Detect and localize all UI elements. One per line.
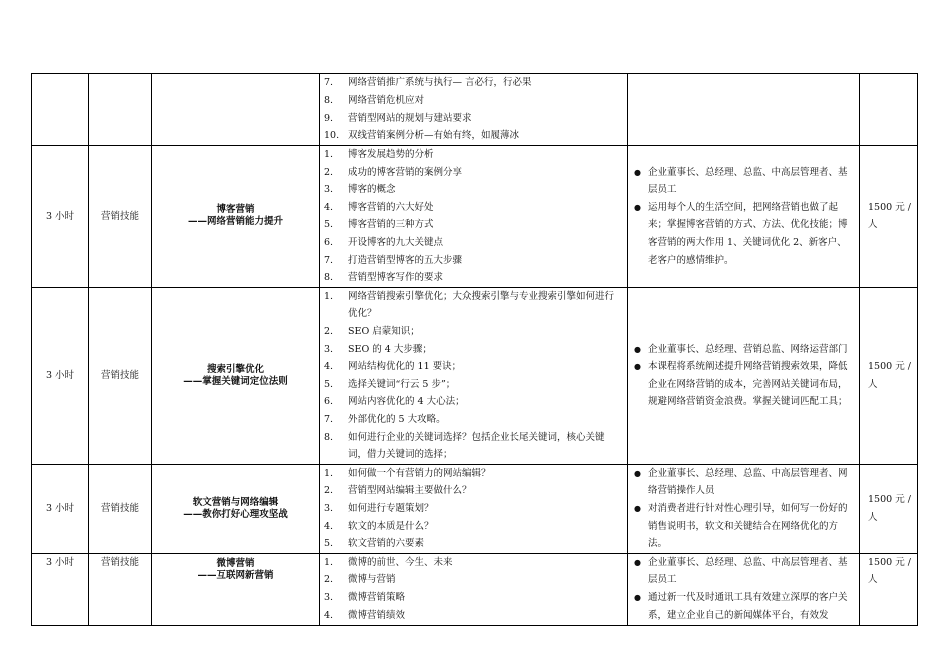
audience-list xyxy=(628,554,859,624)
list-item xyxy=(324,535,621,553)
bullet-icon: ● xyxy=(634,344,641,354)
list-item xyxy=(324,393,621,411)
audience-text: 运用每个人的生活空间，把网络营销也做了起来；掌握博客营销的方式、方法、优化技能；博客营销的两大作用 1、关键词优化 2、新客户、老客户的感情维护。 xyxy=(648,201,848,266)
topic-text: 博客的概念 xyxy=(348,184,396,196)
bullet-icon: ● xyxy=(634,592,641,602)
topic-text: 如何进行专题策划？ xyxy=(348,502,434,514)
audience-text: 通过新一代及时通讯工具有效建立深厚的客户关系，建立企业自己的新闻媒体平台，有效发 xyxy=(648,591,848,621)
topic-text: 博客营销的三种方式 xyxy=(348,219,434,231)
topic-number: 1. xyxy=(324,290,334,302)
topic-number: 8. xyxy=(324,272,334,284)
category-cell: 营销技能 xyxy=(89,146,152,288)
topic-list xyxy=(320,74,627,144)
topic-number: 3. xyxy=(324,591,334,603)
table-row xyxy=(32,287,918,464)
topic-number: 3. xyxy=(324,184,334,196)
topic-text: 微博与营销 xyxy=(348,574,396,586)
topic-number: 8. xyxy=(324,431,334,443)
topic-number: 1. xyxy=(324,149,334,160)
topics-cell xyxy=(320,553,628,625)
topic-text: 开设博客的九大关键点 xyxy=(348,236,444,248)
course-subtitle: ——网络营销能力提升 xyxy=(187,216,283,228)
topic-text: 博客发展趋势的分析 xyxy=(348,149,434,160)
table-row xyxy=(32,146,918,288)
topic-number: 2. xyxy=(324,166,334,178)
list-item xyxy=(634,341,853,359)
topic-number: 1. xyxy=(324,467,334,479)
topic-text: 打造营销型博客的五大步骤 xyxy=(348,254,463,266)
list-item xyxy=(324,127,621,145)
audience-list xyxy=(628,341,859,411)
topic-number: 6. xyxy=(324,236,334,248)
topic-number: 4. xyxy=(324,361,334,373)
duration-cell xyxy=(32,74,89,146)
list-item xyxy=(634,500,853,553)
audience-text: 企业董事长、总经理、营销总监、网络运营部门 xyxy=(648,343,848,355)
topic-number: 5. xyxy=(324,219,334,231)
category-cell: 营销技能 xyxy=(89,553,152,625)
audience-text: 企业董事长、总经理、总监、中高层管理者、基层员工 xyxy=(648,556,848,586)
table-row xyxy=(32,553,918,625)
topic-text: 微博的前世、今生、未来 xyxy=(348,556,453,568)
course-subtitle: ——教你打好心理攻坚战 xyxy=(183,508,288,520)
list-item xyxy=(634,199,853,269)
audience-cell xyxy=(628,74,860,146)
list-item xyxy=(324,234,621,252)
list-item xyxy=(324,607,621,625)
duration-cell: 3 小时 xyxy=(32,146,89,288)
topic-text: 网站内容优化的 4 大心法； xyxy=(348,396,465,408)
topic-text: 营销型网站编辑主要做什么？ xyxy=(348,485,472,497)
list-item xyxy=(324,500,621,518)
topic-number: 3. xyxy=(324,502,334,514)
topic-number: 9. xyxy=(324,112,334,124)
list-item xyxy=(634,358,853,411)
course-title: 博客营销 xyxy=(216,204,255,216)
audience-list xyxy=(628,465,859,553)
topic-text: 网络营销推广系统与执行— 言必行，行必果 xyxy=(348,77,532,89)
list-item xyxy=(324,74,621,92)
topic-number: 4. xyxy=(324,201,334,213)
list-item xyxy=(324,429,621,464)
list-item xyxy=(324,589,621,607)
topic-number: 4. xyxy=(324,609,334,621)
category-cell: 营销技能 xyxy=(89,287,152,464)
table-row xyxy=(32,464,918,553)
topic-text: 软文营销的六要素 xyxy=(348,538,425,550)
course-title-cell xyxy=(152,553,320,625)
audience-cell xyxy=(628,553,860,625)
bullet-icon: ● xyxy=(634,167,641,177)
topic-text: SEO 的 4 大步骤； xyxy=(348,343,432,355)
topic-text: 微博营销策略 xyxy=(348,591,406,603)
category-cell xyxy=(89,74,152,146)
topic-text: 网络营销搜索引擎优化；大众搜索引擎与专业搜索引擎如何进行优化？ xyxy=(348,290,615,320)
topic-text: 微博营销绩效 xyxy=(348,609,406,621)
topics-cell xyxy=(320,146,628,288)
topic-list xyxy=(320,554,627,624)
topic-text: 成功的博客营销的案例分享 xyxy=(348,166,463,178)
list-item xyxy=(324,216,621,234)
list-item xyxy=(324,181,621,199)
list-item xyxy=(324,110,621,128)
course-title-cell xyxy=(152,464,320,553)
topic-number: 5. xyxy=(324,538,334,550)
audience-cell xyxy=(628,287,860,464)
price-cell: 1500 元 /人 xyxy=(860,287,918,464)
list-item xyxy=(324,465,621,483)
topic-text: SEO 启蒙知识； xyxy=(348,325,420,337)
topic-text: 营销型网站的规划与建站要求 xyxy=(348,112,472,124)
list-item xyxy=(324,288,621,323)
list-item xyxy=(324,341,621,359)
audience-cell xyxy=(628,146,860,288)
bullet-icon: ● xyxy=(634,468,641,478)
topics-cell xyxy=(320,464,628,553)
topic-text: 双线营销案例分析—有始有终，如履薄冰 xyxy=(348,130,520,142)
topics-cell xyxy=(320,287,628,464)
list-item xyxy=(634,465,853,500)
topic-number: 2. xyxy=(324,325,334,337)
list-item xyxy=(324,571,621,589)
audience-list xyxy=(628,164,859,270)
list-item xyxy=(324,411,621,429)
bullet-icon: ● xyxy=(634,362,641,372)
duration-cell: 3 小时 xyxy=(32,553,89,625)
topic-text: 如何做一个有营销力的网站编辑？ xyxy=(348,467,491,479)
audience-text: 对消费者进行针对性心理引导，如何写一份好的销售说明书，软文和关键结合在网络优化的方法。 xyxy=(648,502,848,550)
list-item xyxy=(324,554,621,572)
topic-number: 4. xyxy=(324,520,334,532)
topic-text: 如何进行企业的关键词选择？包括企业长尾关键词，核心关键词，借力关键词的选择； xyxy=(348,431,605,461)
topics-cell xyxy=(320,74,628,146)
list-item xyxy=(634,164,853,199)
topic-number: 7. xyxy=(324,413,334,425)
price-cell xyxy=(860,74,918,146)
list-item xyxy=(324,92,621,110)
course-title-cell xyxy=(152,287,320,464)
topic-list xyxy=(320,465,627,553)
topic-text: 网络营销危机应对 xyxy=(348,94,425,106)
topic-text: 网站结构优化的 11 要诀； xyxy=(348,361,462,373)
bullet-icon: ● xyxy=(634,503,641,513)
list-item xyxy=(324,358,621,376)
table-row xyxy=(32,74,918,146)
course-subtitle: ——互联网新营销 xyxy=(197,569,274,581)
category-cell: 营销技能 xyxy=(89,464,152,553)
audience-text: 本课程将系统阐述提升网络营销搜索效果，降低企业在网络营销的成本，完善网站关键词布局，规避网络营销资金浪费。掌握关键词匹配工具； xyxy=(648,361,848,408)
topic-text: 软文的本质是什么？ xyxy=(348,520,434,532)
topic-number: 10. xyxy=(324,130,340,142)
topic-text: 选择关键词“行云 5 步”； xyxy=(348,378,456,390)
price-cell: 1500 元 /人 xyxy=(860,464,918,553)
course-title: 微博营销 xyxy=(216,557,255,569)
topic-text: 营销型博客写作的要求 xyxy=(348,272,444,284)
course-subtitle: ——掌握关键词定位法则 xyxy=(183,375,288,387)
price-cell: 1500 元 /人 xyxy=(860,146,918,288)
list-item xyxy=(324,376,621,394)
duration-cell: 3 小时 xyxy=(32,464,89,553)
topic-number: 6. xyxy=(324,396,334,408)
topic-number: 2. xyxy=(324,485,334,497)
list-item xyxy=(324,146,621,164)
topic-text: 外部优化的 5 大攻略。 xyxy=(348,413,446,425)
list-item xyxy=(324,199,621,217)
topic-number: 7. xyxy=(324,254,334,266)
topic-number: 7. xyxy=(324,77,334,89)
topic-number: 8. xyxy=(324,94,334,106)
topic-list xyxy=(320,288,627,464)
bullet-icon: ● xyxy=(634,202,641,212)
course-title-cell xyxy=(152,146,320,288)
topic-number: 3. xyxy=(324,343,334,355)
list-item xyxy=(324,269,621,287)
topic-number: 1. xyxy=(324,556,334,568)
bullet-icon: ● xyxy=(634,557,641,567)
duration-cell: 3 小时 xyxy=(32,287,89,464)
course-table xyxy=(31,73,918,626)
list-item xyxy=(324,252,621,270)
topic-list xyxy=(320,146,627,287)
course-title: 搜索引擎优化 xyxy=(206,363,264,375)
topic-number: 2. xyxy=(324,574,334,586)
list-item xyxy=(324,164,621,182)
price-cell: 1500 元 /人 xyxy=(860,553,918,625)
topic-number: 5. xyxy=(324,378,334,390)
topic-text: 博客营销的六大好处 xyxy=(348,201,434,213)
list-item xyxy=(324,518,621,536)
list-item xyxy=(634,589,853,624)
audience-text: 企业董事长、总经理、总监、中高层管理者、网络营销操作人员 xyxy=(648,467,848,497)
list-item xyxy=(634,554,853,589)
list-item xyxy=(324,482,621,500)
list-item xyxy=(324,323,621,341)
audience-cell xyxy=(628,464,860,553)
course-title: 软文营销与网络编辑 xyxy=(192,496,279,508)
audience-text: 企业董事长、总经理、总监、中高层管理者、基层员工 xyxy=(648,166,848,196)
course-title-cell xyxy=(152,74,320,146)
